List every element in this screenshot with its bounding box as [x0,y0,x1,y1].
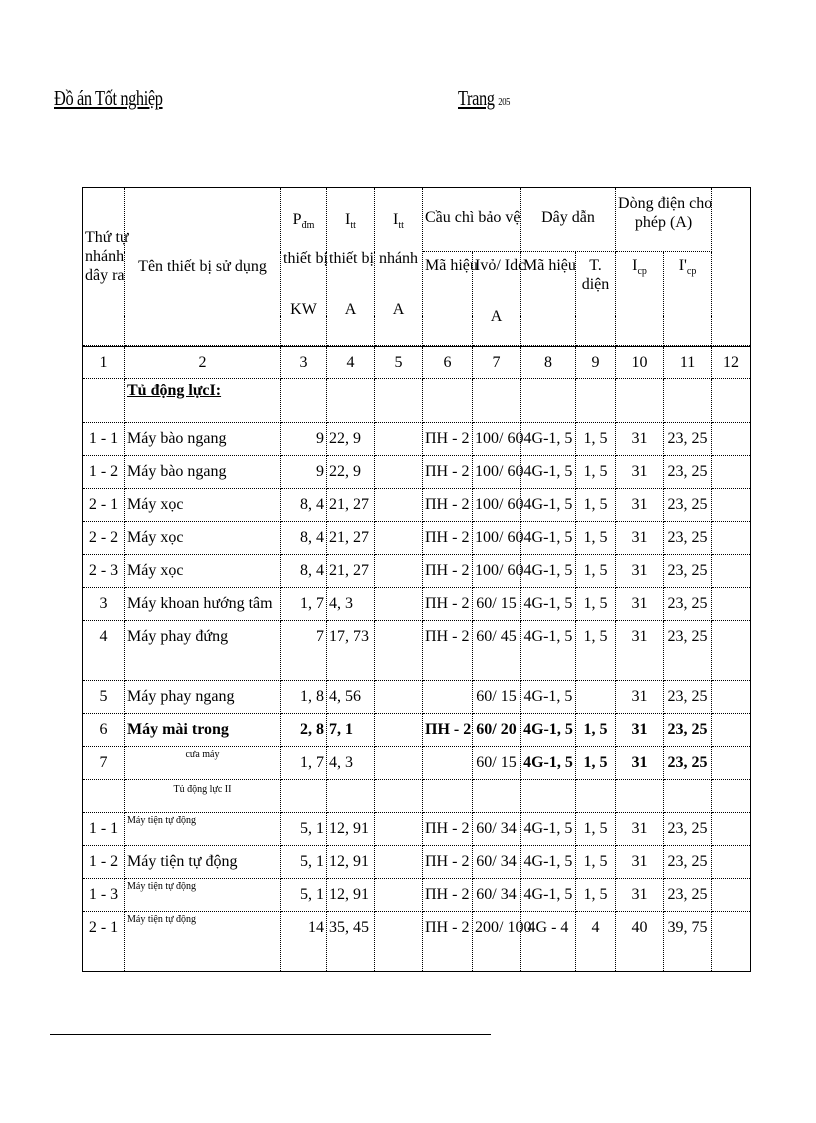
cell-icp2: 39, 75 [664,912,712,972]
cell-ittn [375,681,423,714]
cell-p: 9 [281,423,327,456]
cell-itt: 12, 91 [327,879,375,912]
table-row [83,379,751,423]
table-row [83,681,751,714]
col-name-label: Tên thiết bị sử dụng [138,258,267,275]
cell-icp2: 23, 25 [664,456,712,489]
col-p-unit: KW [290,301,317,319]
cell-stt: 6 [83,714,125,747]
cell-stt: 1 - 2 [83,846,125,879]
cell-icp2: 23, 25 [664,555,712,588]
table-cell [712,379,751,423]
column-number: 3 [281,347,327,379]
col-icp-header [616,252,664,346]
cell-itt: 7, 1 [327,714,375,747]
col-stt-line1: Thứ tự [85,229,129,246]
cell-ma: ПН - 2 [423,522,473,555]
table-row [83,522,751,555]
cell-ittn [375,747,423,780]
column-number: 2 [125,347,281,379]
table-cell [616,780,664,813]
cell-td: 1, 5 [576,813,616,846]
column-number-row [83,347,751,379]
table-row [83,456,751,489]
col-ittn-header [375,188,423,346]
cell-icp2: 23, 25 [664,423,712,456]
section-title: Tủ động lựcI: [125,379,281,423]
cell-itt: 21, 27 [327,522,375,555]
cell-td: 1, 5 [576,621,616,681]
table-cell [473,780,521,813]
cell-ittn [375,489,423,522]
table-cell [664,379,712,423]
cell-ittn [375,846,423,879]
table-cell [712,912,751,972]
cell-p: 1, 8 [281,681,327,714]
table-cell [712,681,751,714]
cell-name: Máy mài trong [125,714,281,747]
table-cell [281,379,327,423]
col-ivo-unit: A [490,308,503,325]
table-row [83,846,751,879]
table-cell [712,879,751,912]
table-cell [712,423,751,456]
cell-name: Máy xọc [125,522,281,555]
cell-p: 1, 7 [281,588,327,621]
column-number: 4 [327,347,375,379]
table-cell [712,555,751,588]
cell-itt: 21, 27 [327,489,375,522]
table-cell [576,379,616,423]
cell-icp: 31 [616,879,664,912]
table-row [83,912,751,972]
col-icp2-symbol: I' [678,257,687,274]
cell-day: 4G-1, 5 [521,489,576,522]
cell-ivo: 200/ 100 [473,912,521,972]
cell-ma [423,681,473,714]
col-ivo-header [473,252,526,346]
cell-name: Máy tiện tự động [125,879,281,912]
group-fuse-label: Cầu chì bảo vệ [425,209,521,226]
cell-name: Máy tiện tự động [125,813,281,846]
cell-ittn [375,522,423,555]
cell-itt: 12, 91 [327,813,375,846]
cell-itt: 21, 27 [327,555,375,588]
table-cell [521,780,576,813]
cell-td: 1, 5 [576,879,616,912]
cell-ivo: 60/ 15 [473,588,521,621]
cell-name: Máy tiện tự động [125,912,281,972]
cell-icp2: 23, 25 [664,522,712,555]
cell-td: 1, 5 [576,588,616,621]
col-section-line2: diện [581,276,610,293]
table-row [83,780,751,813]
cell-ittn [375,555,423,588]
cell-day: 4G-1, 5 [521,555,576,588]
cell-day: 4G-1, 5 [521,879,576,912]
cell-ivo: 100/ 60 [473,456,521,489]
cell-day: 4G-1, 5 [521,456,576,489]
col-section-header [576,252,616,346]
cell-stt: 3 [83,588,125,621]
col-p-header [281,188,327,346]
cell-icp: 31 [616,588,664,621]
cell-itt: 4, 3 [327,588,375,621]
cell-ivo: 60/ 34 [473,813,521,846]
cell-ivo: 60/ 20 [473,714,521,747]
column-number: 10 [616,347,664,379]
table-cell [712,522,751,555]
cell-p: 5, 1 [281,879,327,912]
table-row [83,489,751,522]
cell-td: 1, 5 [576,456,616,489]
table-cell [423,379,473,423]
table-cell [375,780,423,813]
cell-ma: ПН - 2 [423,846,473,879]
cell-ivo: 100/ 60 [473,555,521,588]
cell-icp: 31 [616,522,664,555]
cell-icp2: 23, 25 [664,879,712,912]
col-ittn-sub: tt [398,220,404,232]
col-itt-unit: A [344,301,357,319]
cell-day: 4G-1, 5 [521,681,576,714]
cell-stt: 1 - 2 [83,456,125,489]
table-row [83,813,751,846]
column-number: 7 [473,347,521,379]
column-number: 9 [576,347,616,379]
cell-ittn [375,456,423,489]
table-row [83,588,751,621]
cell-p: 1, 7 [281,747,327,780]
cell-icp: 31 [616,714,664,747]
table-row [83,879,751,912]
col-fuse-code-label: Mã hiệu [425,257,478,274]
cell-p: 8, 4 [281,522,327,555]
column-number: 6 [423,347,473,379]
col-icp2-header [664,252,712,346]
cell-td: 1, 5 [576,714,616,747]
cell-itt: 4, 3 [327,747,375,780]
cell-itt: 35, 45 [327,912,375,972]
table-cell [576,780,616,813]
col-itt-sub: tt [350,220,356,232]
cell-ma: ПН - 2 [423,588,473,621]
cell-ma: ПН - 2 [423,621,473,681]
cell-ittn [375,714,423,747]
cell-icp2: 23, 25 [664,846,712,879]
cell-icp2: 23, 25 [664,621,712,681]
col-icp-symbol: I [632,257,638,274]
cell-name: Máy khoan hướng tâm [125,588,281,621]
col-icp-sub: cp [637,266,647,278]
cell-icp2: 23, 25 [664,489,712,522]
col-stt-line3: dây ra [85,267,125,284]
cell-itt: 17, 73 [327,621,375,681]
equipment-table [82,187,751,972]
cell-icp: 31 [616,555,664,588]
cell-name: Máy xọc [125,489,281,522]
cell-itt: 22, 9 [327,423,375,456]
cell-day: 4G - 4 [521,912,576,972]
cell-stt: 2 - 1 [83,489,125,522]
cell-icp2: 23, 25 [664,588,712,621]
cell-ivo: 60/ 34 [473,879,521,912]
table-row [83,423,751,456]
col-ittn-symbol: I [393,211,399,228]
cell-day: 4G-1, 5 [521,621,576,681]
column-number: 1 [83,347,125,379]
cell-ma [423,747,473,780]
col-fuse-code-header [423,252,478,346]
cell-stt: 2 - 1 [83,912,125,972]
page-number: 205 [498,96,510,108]
cell-p: 7 [281,621,327,681]
cell-ittn [375,813,423,846]
table-cell [616,379,664,423]
cell-icp: 31 [616,456,664,489]
cell-day: 4G-1, 5 [521,522,576,555]
table-cell [712,456,751,489]
col-p-symbol: P [292,211,302,228]
cell-name: Máy bào ngang [125,456,281,489]
cell-td: 4 [576,912,616,972]
cell-p: 9 [281,456,327,489]
cell-ivo: 100/ 60 [473,522,521,555]
col-ittn-unit: A [392,301,405,319]
table-cell [664,780,712,813]
column-number: 11 [664,347,712,379]
document-title: Đồ án Tốt nghiệp [54,86,163,110]
table-row [83,747,751,780]
group-wire-label: Dây dẫn [541,209,595,226]
table-cell [521,379,576,423]
table-cell [83,780,125,813]
cell-ma: ПН - 2 [423,879,473,912]
col-ivo-label: Ivỏ/ Idc [475,257,526,274]
cell-icp: 31 [616,621,664,681]
cell-day: 4G-1, 5 [521,813,576,846]
cell-icp: 31 [616,423,664,456]
cell-stt: 5 [83,681,125,714]
col-p-sub: đm [301,220,315,232]
cell-name: Máy phay đứng [125,621,281,681]
table-row [83,555,751,588]
col-name-header [125,188,281,346]
cell-td: 1, 5 [576,489,616,522]
cell-ma: ПН - 2 [423,912,473,972]
table-cell [83,379,125,423]
cell-ittn [375,423,423,456]
cell-stt: 1 - 1 [83,813,125,846]
cell-p: 8, 4 [281,555,327,588]
cell-icp2: 23, 25 [664,681,712,714]
cell-p: 5, 1 [281,846,327,879]
cell-ittn [375,621,423,681]
col-itt-line2: thiết bị [329,250,374,268]
table-row [83,714,751,747]
cell-icp2: 23, 25 [664,813,712,846]
col-icp2-sub: cp [686,266,697,278]
cell-p: 8, 4 [281,489,327,522]
group-current-header [616,188,712,252]
cell-stt: 7 [83,747,125,780]
cell-ivo: 60/ 15 [473,747,521,780]
cell-itt: 22, 9 [327,456,375,489]
footer-divider [50,1034,491,1035]
cell-ma: ПН - 2 [423,714,473,747]
cell-name: Máy bào ngang [125,423,281,456]
cell-stt: 2 - 2 [83,522,125,555]
section-title: Tủ động lực II [125,780,281,813]
table-cell [712,621,751,681]
group-current-line1: Dòng điện cho [618,195,713,212]
cell-p: 5, 1 [281,813,327,846]
cell-ivo: 100/ 60 [473,423,521,456]
cell-stt: 1 - 3 [83,879,125,912]
cell-p: 14 [281,912,327,972]
cell-ittn [375,912,423,972]
cell-td: 1, 5 [576,423,616,456]
cell-ma: ПН - 2 [423,456,473,489]
cell-icp2: 23, 25 [664,714,712,747]
table-cell [281,780,327,813]
group-wire-header [521,188,616,252]
col-ittn-line2: nhánh [378,250,419,268]
cell-td [576,681,616,714]
col-12-header [712,188,751,346]
table-cell [473,379,521,423]
cell-ma: ПН - 2 [423,813,473,846]
cell-icp2: 23, 25 [664,747,712,780]
col-wire-code-header [521,252,576,346]
table-cell [375,379,423,423]
col-itt-header [327,188,375,346]
table-cell [712,489,751,522]
cell-icp: 31 [616,846,664,879]
cell-name: cưa máy [125,747,281,780]
cell-day: 4G-1, 5 [521,747,576,780]
cell-name: Máy phay ngang [125,681,281,714]
cell-ivo: 100/ 60 [473,489,521,522]
column-number: 5 [375,347,423,379]
cell-icp: 31 [616,813,664,846]
cell-td: 1, 5 [576,846,616,879]
cell-td: 1, 5 [576,747,616,780]
cell-icp: 31 [616,747,664,780]
table-cell [327,780,375,813]
cell-td: 1, 5 [576,555,616,588]
cell-ma: ПН - 2 [423,555,473,588]
cell-day: 4G-1, 5 [521,846,576,879]
cell-stt: 2 - 3 [83,555,125,588]
table-row [83,621,751,681]
table-cell [712,714,751,747]
table-cell [712,846,751,879]
col-section-line1: T. [589,257,602,274]
cell-day: 4G-1, 5 [521,423,576,456]
table-cell [712,813,751,846]
table-cell [423,780,473,813]
cell-ivo: 60/ 15 [473,681,521,714]
cell-stt: 4 [83,621,125,681]
cell-icp: 40 [616,912,664,972]
cell-stt: 1 - 1 [83,423,125,456]
page-label [458,86,510,111]
cell-name: Máy xọc [125,555,281,588]
col-p-line2: thiết bị [283,250,328,268]
cell-itt: 12, 91 [327,846,375,879]
col-stt-line2: nhánh [85,248,125,265]
cell-ma: ПН - 2 [423,489,473,522]
col-wire-code-label: Mã hiệu [523,257,576,274]
table-cell [327,379,375,423]
cell-ma: ПН - 2 [423,423,473,456]
cell-ivo: 60/ 45 [473,621,521,681]
group-current-line2: phép (A) [634,214,693,231]
col-stt-header [83,188,129,346]
table-cell [712,588,751,621]
cell-ittn [375,879,423,912]
cell-ittn [375,588,423,621]
table-cell [712,747,751,780]
cell-icp: 31 [616,681,664,714]
cell-ivo: 60/ 34 [473,846,521,879]
page-label-text: Trang [458,86,495,110]
cell-itt: 4, 56 [327,681,375,714]
group-fuse-header [423,188,521,252]
cell-p: 2, 8 [281,714,327,747]
cell-day: 4G-1, 5 [521,588,576,621]
column-number: 8 [521,347,576,379]
cell-icp: 31 [616,489,664,522]
cell-day: 4G-1, 5 [521,714,576,747]
cell-td: 1, 5 [576,522,616,555]
table-cell [712,780,751,813]
column-number: 12 [712,347,751,379]
cell-name: Máy tiện tự động [125,846,281,879]
col-itt-symbol: I [345,211,351,228]
